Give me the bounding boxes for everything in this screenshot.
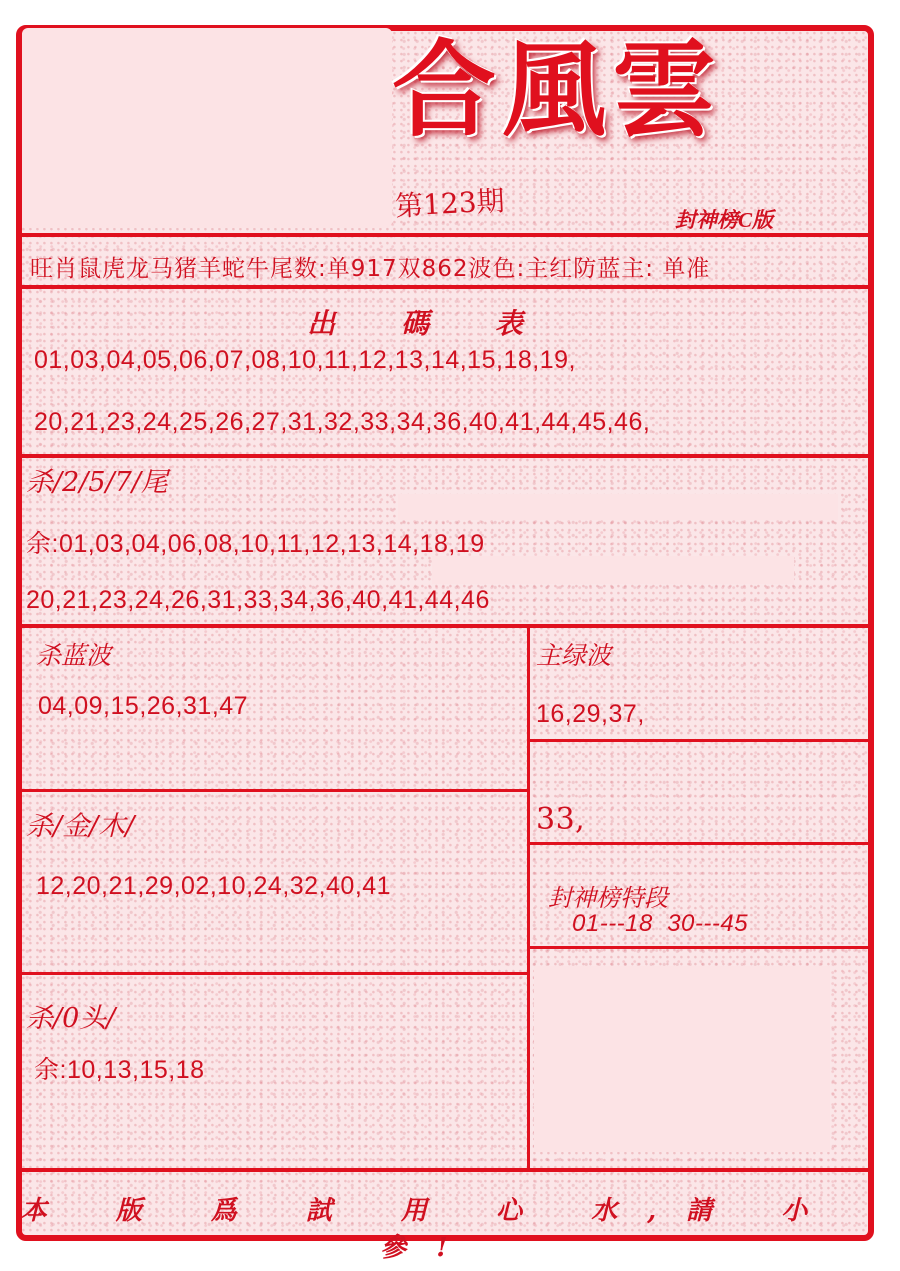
kill-zero-head-heading: 杀/0头/ (26, 1003, 116, 1034)
divider-right-3 (529, 946, 871, 949)
kill-gold-wood-numbers: 12,20,21,29,02,10,24,32,40,41 (36, 872, 392, 900)
footer-note: 本 版 爲 試 用 心 水,請 小 參! (20, 1196, 838, 1263)
divider-info (19, 285, 871, 289)
issue-number: 第123期 (394, 184, 506, 223)
divider-left-2 (19, 972, 529, 975)
divider-footer (19, 1168, 871, 1172)
logo-title: 合風雲 (392, 28, 723, 151)
divider-right-1 (529, 739, 871, 742)
bottom-right-mask (534, 966, 830, 1152)
kill-tail-heading: 杀/2/5/7/尾 (26, 467, 168, 498)
special-range-values: 01---18 30---45 (572, 910, 749, 937)
header-mask (22, 28, 392, 228)
divider-right-2 (529, 842, 871, 845)
single-number: 33, (536, 802, 586, 837)
info-line: 旺肖鼠虎龙马猪羊蛇牛尾数:单917双862波色:主红防蓝主: 单准 (30, 256, 711, 282)
kill-tail-row-2: 20,21,23,24,26,31,33,34,36,40,41,44,46 (26, 586, 490, 614)
divider-left-1 (19, 789, 529, 792)
kill-zero-head-numbers: 余:10,13,15,18 (34, 1056, 205, 1084)
edition-label: 封神榜C版 (675, 208, 774, 232)
kill-blue-heading: 杀蓝波 (36, 641, 112, 670)
kill-gold-wood-heading: 杀/金/木/ (26, 811, 135, 842)
kill-blue-numbers: 04,09,15,26,31,47 (38, 692, 249, 720)
main-green-numbers: 16,29,37, (536, 700, 645, 728)
chuma-title: 出 碼 表 (307, 307, 551, 340)
chuma-row-2: 20,21,23,24,25,26,27,31,32,33,34,36,40,41,44,45,46, (34, 408, 651, 436)
overlay-mask-1 (398, 494, 838, 520)
divider-chuma (19, 454, 871, 458)
column-divider (527, 626, 530, 1170)
main-green-heading: 主绿波 (536, 641, 612, 670)
kill-tail-row-1: 余:01,03,04,06,08,10,11,12,13,14,18,19 (26, 530, 485, 558)
chuma-row-1: 01,03,04,05,06,07,08,10,11,12,13,14,15,18,19, (34, 346, 576, 374)
divider-kill-tail (19, 624, 871, 628)
overlay-mask-2 (432, 556, 794, 584)
special-range-heading: 封神榜特段 (548, 884, 668, 912)
